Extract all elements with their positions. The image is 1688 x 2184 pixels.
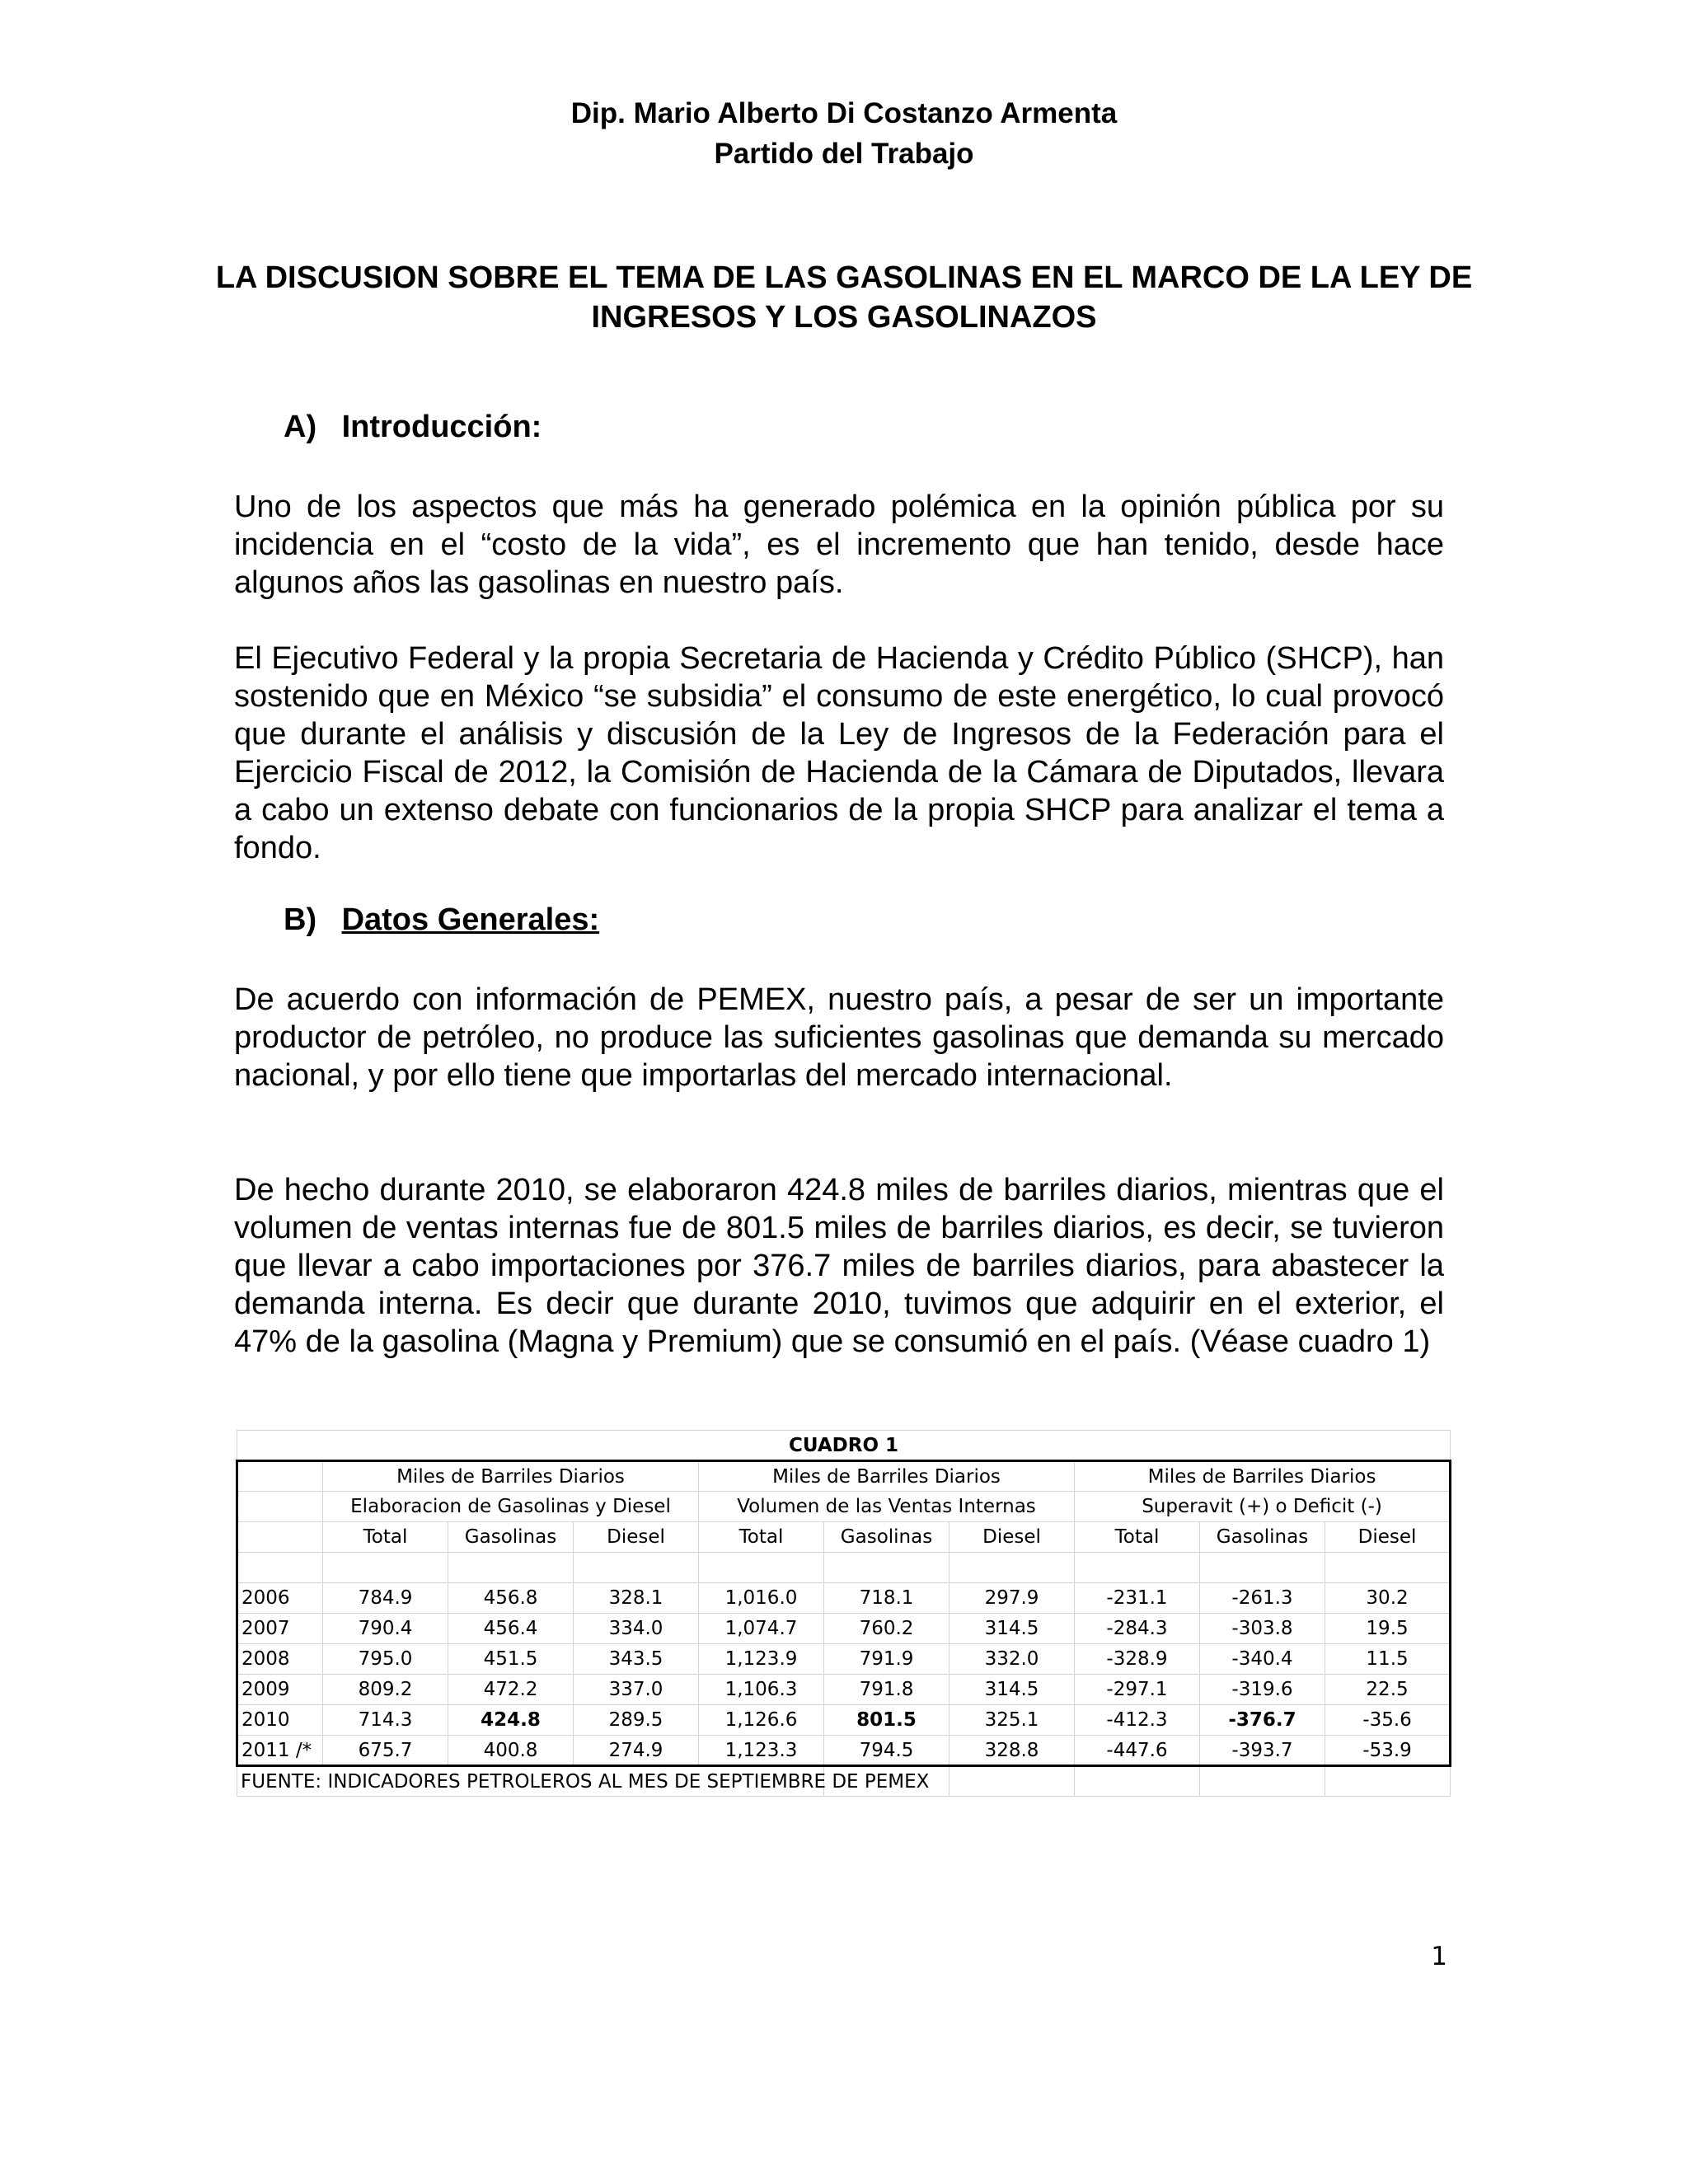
value-cell: 11.5 <box>1325 1644 1451 1675</box>
value-cell: 1,106.3 <box>699 1675 824 1705</box>
spacer-cell <box>448 1553 574 1583</box>
value-cell: -340.4 <box>1200 1644 1325 1675</box>
table-row <box>237 1675 1451 1705</box>
value-cell: 19.5 <box>1325 1614 1451 1644</box>
value-cell: -376.7 <box>1200 1705 1325 1736</box>
spacer-cell <box>1325 1553 1451 1583</box>
value-cell: 1,126.6 <box>699 1705 824 1736</box>
col-total: Total <box>323 1522 448 1553</box>
value-cell: 451.5 <box>448 1644 574 1675</box>
value-cell: 274.9 <box>574 1736 699 1766</box>
group-header-sales: Volumen de las Ventas Internas <box>699 1492 1075 1522</box>
value-cell: -319.6 <box>1200 1675 1325 1705</box>
table-row <box>237 1644 1451 1675</box>
spacer-cell <box>1200 1553 1325 1583</box>
year-cell: 2011 /* <box>237 1736 323 1766</box>
year-cell: 2008 <box>237 1644 323 1675</box>
spacer-cell <box>574 1553 699 1583</box>
section-a-title: Introducción: <box>341 410 542 444</box>
section-a-label: A) <box>284 410 317 444</box>
value-cell: 30.2 <box>1325 1583 1451 1614</box>
group-row <box>237 1492 1451 1522</box>
value-cell: -447.6 <box>1075 1736 1200 1766</box>
value-cell: 337.0 <box>574 1675 699 1705</box>
value-cell: 790.4 <box>323 1614 448 1644</box>
paragraph-1: Uno de los aspectos que más ha generado polémica en la opinión pública por su incidencia en el “costo de la vida”, es el incremento que han tenido, desde hace algunos años las gasolinas en nuestro país. <box>234 490 1444 600</box>
group-header-production: Elaboracion de Gasolinas y Diesel <box>323 1492 699 1522</box>
document-title: LA DISCUSION SOBRE EL TEMA DE LAS GASOLINAS EN EL MARCO DE LA LEY DE INGRESOS Y LOS GASOLINAZOS <box>215 260 1473 335</box>
year-cell: 2009 <box>237 1675 323 1705</box>
value-cell: 472.2 <box>448 1675 574 1705</box>
spacer-cell <box>950 1553 1075 1583</box>
paragraph-3: De acuerdo con información de PEMEX, nuestro país, a pesar de ser un importante productor de petróleo, no produce las suficientes gasolinas que demanda su mercado nacional, y por ello tiene que importarlas del mercado internacional. <box>234 982 1444 1093</box>
value-cell: 456.8 <box>448 1583 574 1614</box>
spacer-row <box>237 1553 1451 1583</box>
value-cell: -231.1 <box>1075 1583 1200 1614</box>
unit-header-3: Miles de Barriles Diarios <box>1075 1461 1451 1492</box>
subheader-row <box>237 1522 1451 1553</box>
cuadro-1-table <box>236 1430 1449 1797</box>
col-total: Total <box>699 1522 824 1553</box>
unit-row <box>237 1461 1451 1492</box>
value-cell: 1,074.7 <box>699 1614 824 1644</box>
value-cell: -35.6 <box>1325 1705 1451 1736</box>
paragraph-2: El Ejecutivo Federal y la propia Secretaria de Hacienda y Crédito Público (SHCP), han sostenido que en México “se subsidia” el consumo de este energético, lo cual provocó que durante el análisis y discusión de la Ley de Ingresos de la Federación para el Ejercicio Fiscal de 2012, la Comisión de Hacienda de la Cámara de Diputados, llevara a cabo un extenso debate con funcionarios de la propia SHCP para analizar el tema a fondo. <box>234 641 1444 865</box>
spacer-cell <box>824 1553 950 1583</box>
value-cell: 784.9 <box>323 1583 448 1614</box>
value-cell: 22.5 <box>1325 1675 1451 1705</box>
value-cell: 314.5 <box>950 1614 1075 1644</box>
author-name: Dip. Mario Alberto Di Costanzo Armenta <box>570 97 1118 129</box>
value-cell: 328.8 <box>950 1736 1075 1766</box>
table-row <box>237 1614 1451 1644</box>
table-title: CUADRO 1 <box>237 1431 1451 1461</box>
header-blank <box>237 1492 323 1522</box>
value-cell: 718.1 <box>824 1583 950 1614</box>
page-number: 1 <box>1431 1942 1447 1971</box>
value-cell: 332.0 <box>950 1644 1075 1675</box>
value-cell: -303.8 <box>1200 1614 1325 1644</box>
col-diesel: Diesel <box>574 1522 699 1553</box>
value-cell: 289.5 <box>574 1705 699 1736</box>
empty-cell <box>1325 1766 1451 1797</box>
table-row <box>237 1583 1451 1614</box>
value-cell: -393.7 <box>1200 1736 1325 1766</box>
empty-cell <box>950 1766 1075 1797</box>
table-row <box>237 1736 1451 1766</box>
value-cell: 297.9 <box>950 1583 1075 1614</box>
value-cell: -297.1 <box>1075 1675 1200 1705</box>
spacer-cell <box>323 1553 448 1583</box>
value-cell: 314.5 <box>950 1675 1075 1705</box>
value-cell: 1,123.3 <box>699 1736 824 1766</box>
group-header-balance: Superavit (+) o Deficit (-) <box>1075 1492 1451 1522</box>
unit-header-2: Miles de Barriles Diarios <box>699 1461 1075 1492</box>
value-cell: 809.2 <box>323 1675 448 1705</box>
col-gasolinas: Gasolinas <box>824 1522 950 1553</box>
header-blank <box>237 1522 323 1553</box>
col-total: Total <box>1075 1522 1200 1553</box>
col-gasolinas: Gasolinas <box>448 1522 574 1553</box>
value-cell: 424.8 <box>448 1705 574 1736</box>
spacer-cell <box>1075 1553 1200 1583</box>
value-cell: 794.5 <box>824 1736 950 1766</box>
section-a-heading <box>284 410 542 445</box>
spacer-cell <box>699 1553 824 1583</box>
value-cell: 795.0 <box>323 1644 448 1675</box>
value-cell: -261.3 <box>1200 1583 1325 1614</box>
section-b-heading <box>284 902 599 938</box>
value-cell: -328.9 <box>1075 1644 1200 1675</box>
source-row <box>237 1766 1451 1797</box>
value-cell: 328.1 <box>574 1583 699 1614</box>
value-cell: 675.7 <box>323 1736 448 1766</box>
year-cell: 2010 <box>237 1705 323 1736</box>
table-title-row <box>237 1431 1451 1461</box>
party-name: Partido del Trabajo <box>714 138 974 170</box>
value-cell: 714.3 <box>323 1705 448 1736</box>
value-cell: 456.4 <box>448 1614 574 1644</box>
table-source: FUENTE: INDICADORES PETROLEROS AL MES DE SEPTIEMBRE DE PEMEX <box>237 1766 824 1797</box>
value-cell: 325.1 <box>950 1705 1075 1736</box>
value-cell: 791.9 <box>824 1644 950 1675</box>
value-cell: -412.3 <box>1075 1705 1200 1736</box>
value-cell: 400.8 <box>448 1736 574 1766</box>
value-cell: 791.8 <box>824 1675 950 1705</box>
value-cell: 334.0 <box>574 1614 699 1644</box>
value-cell: 343.5 <box>574 1644 699 1675</box>
year-cell: 2007 <box>237 1614 323 1644</box>
empty-cell <box>1200 1766 1325 1797</box>
value-cell: 760.2 <box>824 1614 950 1644</box>
value-cell: -284.3 <box>1075 1614 1200 1644</box>
year-cell: 2006 <box>237 1583 323 1614</box>
value-cell: 1,016.0 <box>699 1583 824 1614</box>
header-blank <box>237 1461 323 1492</box>
paragraph-4: De hecho durante 2010, se elaboraron 424.8 miles de barriles diarios, mientras que el volumen de ventas internas fue de 801.5 miles de barriles diarios, es decir, se tuvieron que llevar a cabo importaciones por 376.7 miles de barriles diarios, para abastecer la demanda interna. Es decir que durante 2010, tuvimos que adquirir en el exterior, el 47% de la gasolina (Magna y Premium) que se consumió en el país. (Véase cuadro 1) <box>234 1173 1444 1359</box>
unit-header-1: Miles de Barriles Diarios <box>323 1461 699 1492</box>
col-diesel: Diesel <box>1325 1522 1451 1553</box>
section-b-title: Datos Generales: <box>341 902 600 937</box>
table-row <box>237 1705 1451 1736</box>
section-b-label: B) <box>284 902 317 937</box>
spacer-cell <box>237 1553 323 1583</box>
col-diesel: Diesel <box>950 1522 1075 1553</box>
value-cell: 1,123.9 <box>699 1644 824 1675</box>
value-cell: 801.5 <box>824 1705 950 1736</box>
empty-cell <box>1075 1766 1200 1797</box>
col-gasolinas: Gasolinas <box>1200 1522 1325 1553</box>
value-cell: -53.9 <box>1325 1736 1451 1766</box>
data-table <box>236 1430 1451 1797</box>
